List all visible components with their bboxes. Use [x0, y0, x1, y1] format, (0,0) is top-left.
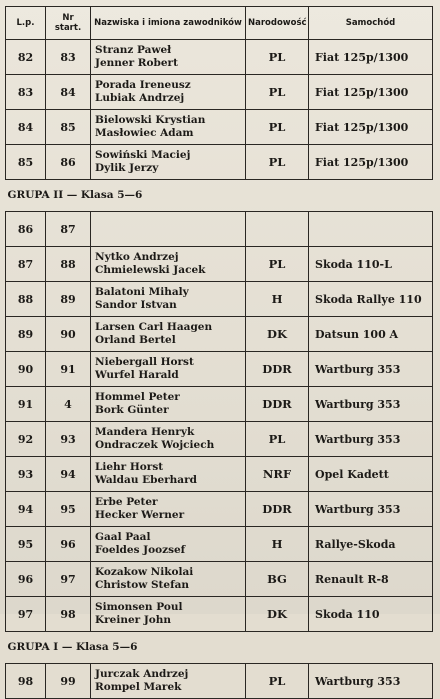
cell-nationality: PL	[246, 145, 309, 180]
table-row	[6, 422, 433, 457]
cell-nr-start: 98	[46, 597, 91, 632]
header-nationality: Narodowość	[246, 7, 309, 40]
cell-nr-start: 97	[46, 562, 91, 597]
driver-name: Nytko Andrzej	[95, 251, 179, 263]
codriver-name: Wurfel Harald	[95, 369, 179, 381]
cell-car: Wartburg 353	[309, 664, 433, 699]
cell-names	[91, 145, 246, 180]
cell-nr-start: 99	[46, 664, 91, 699]
group-label: GRUPA I — Klasa 5—6	[6, 632, 433, 664]
codriver-name: Ondraczek Wojciech	[95, 439, 215, 451]
cell-lp: 88	[6, 282, 46, 317]
cell-car: Wartburg 353	[309, 422, 433, 457]
cell-nationality: PL	[246, 664, 309, 699]
table-row	[6, 492, 433, 527]
cell-names	[91, 75, 246, 110]
cell-names	[91, 212, 246, 247]
codriver-name: Dylik Jerzy	[95, 162, 159, 174]
cell-nr-start: 93	[46, 422, 91, 457]
cell-lp: 94	[6, 492, 46, 527]
cell-lp: 84	[6, 110, 46, 145]
cell-nationality: NRF	[246, 457, 309, 492]
cell-car: Wartburg 353	[309, 492, 433, 527]
driver-name: Balatoni Mihaly	[95, 286, 189, 298]
cell-names	[91, 282, 246, 317]
codriver-name: Lubiak Andrzej	[95, 92, 185, 104]
cell-lp: 91	[6, 387, 46, 422]
table-row	[6, 352, 433, 387]
driver-name: Liehr Horst	[95, 461, 164, 473]
cell-lp: 89	[6, 317, 46, 352]
table-row	[6, 562, 433, 597]
cell-nr-start: 90	[46, 317, 91, 352]
driver-name: Sowiński Maciej	[95, 149, 191, 161]
cell-names	[91, 317, 246, 352]
codriver-name: Kreiner John	[95, 614, 172, 626]
cell-names	[91, 597, 246, 632]
cell-names	[91, 457, 246, 492]
table-row	[6, 145, 433, 180]
driver-name: Kozakow Nikolai	[95, 566, 194, 578]
codriver-name: Foeldes Joozsef	[95, 544, 186, 556]
cell-nationality: DK	[246, 597, 309, 632]
cell-lp: 90	[6, 352, 46, 387]
header-nr-start: Nr start.	[46, 7, 91, 40]
group-header-row	[6, 180, 433, 212]
codriver-name: Chmielewski Jacek	[95, 264, 206, 276]
table-row	[6, 387, 433, 422]
cell-nr-start: 86	[46, 145, 91, 180]
cell-nr-start: 84	[46, 75, 91, 110]
cell-nationality: PL	[246, 40, 309, 75]
cell-car: Skoda Rallye 110	[309, 282, 433, 317]
driver-name: Jurczak Andrzej	[95, 668, 189, 680]
cell-names	[91, 664, 246, 699]
cell-car: Renault R-8	[309, 562, 433, 597]
codriver-name: Sandor Istvan	[95, 299, 177, 311]
group-header-row	[6, 632, 433, 664]
cell-lp: 96	[6, 562, 46, 597]
cell-nationality: DDR	[246, 352, 309, 387]
cell-lp: 83	[6, 75, 46, 110]
driver-name: Mandera Henryk	[95, 426, 195, 438]
cell-car: Datsun 100 A	[309, 317, 433, 352]
cell-lp: 93	[6, 457, 46, 492]
cell-names	[91, 422, 246, 457]
driver-name: Erbe Peter	[95, 496, 158, 508]
table-row	[6, 110, 433, 145]
cell-names	[91, 387, 246, 422]
table-row	[6, 317, 433, 352]
header-row	[6, 7, 433, 40]
group-label: GRUPA II — Klasa 5—6	[6, 180, 433, 212]
codriver-name: Christow Stefan	[95, 579, 190, 591]
cell-lp: 86	[6, 212, 46, 247]
table-row	[6, 75, 433, 110]
table-row	[6, 40, 433, 75]
cell-nr-start: 4	[46, 387, 91, 422]
cell-lp: 87	[6, 247, 46, 282]
cell-names	[91, 562, 246, 597]
cell-nr-start: 88	[46, 247, 91, 282]
cell-nr-start: 95	[46, 492, 91, 527]
cell-car: Skoda 110-L	[309, 247, 433, 282]
cell-nr-start: 96	[46, 527, 91, 562]
table-row	[6, 282, 433, 317]
cell-lp: 92	[6, 422, 46, 457]
driver-name: Niebergall Horst	[95, 356, 194, 368]
codriver-name: Masłowiec Adam	[95, 127, 194, 139]
cell-names	[91, 352, 246, 387]
cell-names	[91, 110, 246, 145]
cell-nr-start: 85	[46, 110, 91, 145]
cell-nationality: PL	[246, 110, 309, 145]
header-car: Samochód	[309, 7, 433, 40]
cell-car: Fiat 125p/1300	[309, 110, 433, 145]
driver-name: Porada Ireneusz	[95, 79, 191, 91]
cell-car: Opel Kadett	[309, 457, 433, 492]
codriver-name: Rompel Marek	[95, 681, 182, 693]
cell-lp: 98	[6, 664, 46, 699]
driver-name: Hommel Peter	[95, 391, 180, 403]
cell-car	[309, 212, 433, 247]
codriver-name: Waldau Eberhard	[95, 474, 197, 486]
cell-car: Rallye-Skoda	[309, 527, 433, 562]
cell-lp: 85	[6, 145, 46, 180]
cell-nationality: H	[246, 527, 309, 562]
cell-car: Fiat 125p/1300	[309, 145, 433, 180]
cell-nationality: DDR	[246, 387, 309, 422]
cell-car: Wartburg 353	[309, 387, 433, 422]
driver-name: Larsen Carl Haagen	[95, 321, 213, 333]
header-lp: L.p.	[6, 7, 46, 40]
results-table	[5, 6, 433, 699]
cell-car: Fiat 125p/1300	[309, 40, 433, 75]
header-names: Nazwiska i imiona zawodników	[91, 7, 246, 40]
cell-nr-start: 87	[46, 212, 91, 247]
cell-nationality: BG	[246, 562, 309, 597]
cell-names	[91, 247, 246, 282]
cell-nationality: PL	[246, 247, 309, 282]
table-row	[6, 527, 433, 562]
cell-nationality: H	[246, 282, 309, 317]
driver-name: Simonsen Poul	[95, 601, 183, 613]
cell-nationality	[246, 212, 309, 247]
results-body	[6, 40, 433, 699]
cell-lp: 97	[6, 597, 46, 632]
cell-names	[91, 40, 246, 75]
driver-name: Gaal Paal	[95, 531, 151, 543]
cell-nr-start: 83	[46, 40, 91, 75]
cell-nationality: DDR	[246, 492, 309, 527]
table-row	[6, 457, 433, 492]
cell-lp: 82	[6, 40, 46, 75]
table-row	[6, 212, 433, 247]
cell-names	[91, 492, 246, 527]
table-row	[6, 247, 433, 282]
table-row	[6, 597, 433, 632]
cell-names	[91, 527, 246, 562]
cell-car: Fiat 125p/1300	[309, 75, 433, 110]
cell-nr-start: 94	[46, 457, 91, 492]
driver-name: Bielowski Krystian	[95, 114, 206, 126]
table-row	[6, 664, 433, 699]
cell-lp: 95	[6, 527, 46, 562]
codriver-name: Orland Bertel	[95, 334, 176, 346]
codriver-name: Jenner Robert	[95, 57, 178, 69]
cell-nationality: PL	[246, 422, 309, 457]
codriver-name: Bork Günter	[95, 404, 169, 416]
cell-nationality: PL	[246, 75, 309, 110]
codriver-name: Hecker Werner	[95, 509, 185, 521]
cell-nr-start: 91	[46, 352, 91, 387]
cell-car: Wartburg 353	[309, 352, 433, 387]
cell-nr-start: 89	[46, 282, 91, 317]
cell-car: Skoda 110	[309, 597, 433, 632]
driver-name: Stranz Paweł	[95, 44, 172, 56]
cell-nationality: DK	[246, 317, 309, 352]
